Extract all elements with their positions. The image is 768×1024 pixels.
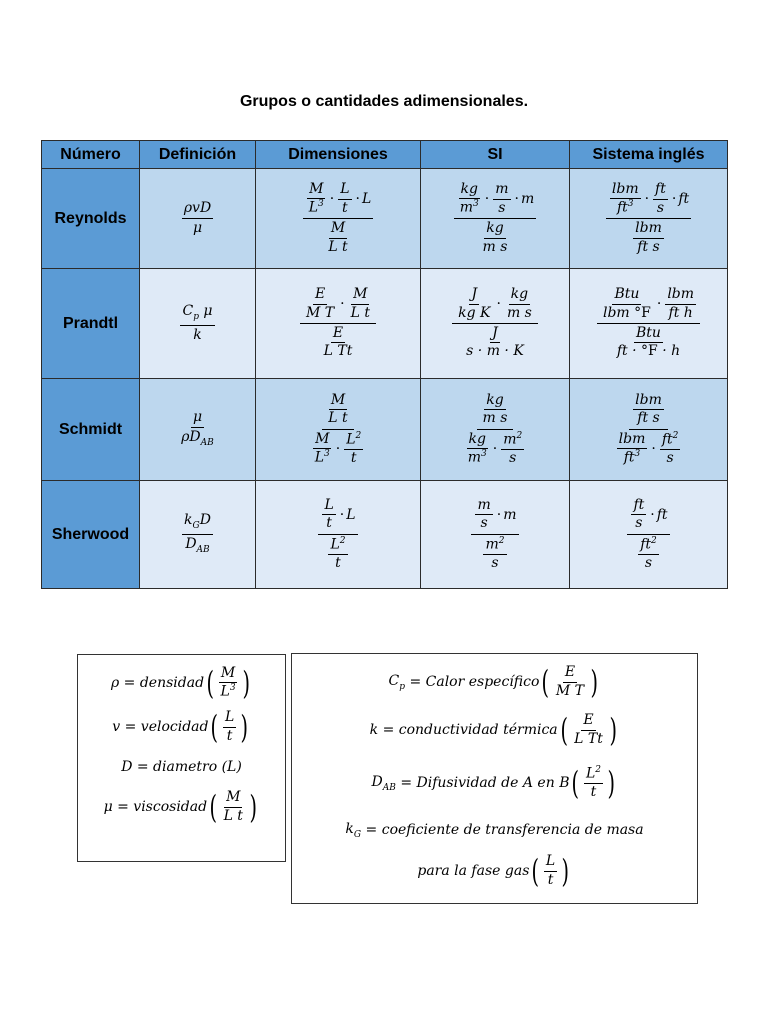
schmidt-si-units: $\frac{kg}{\text{m s}}$ $\frac{kg}{m^3}$ · $\frac{m^2}{s}$ bbox=[421, 379, 570, 481]
sherwood-definition: $\frac{k_GD}{D_{AB}}$ bbox=[140, 481, 256, 589]
legend-box-right bbox=[291, 653, 698, 904]
table-row bbox=[42, 169, 728, 269]
legend-velocity: v = velocidad ( $\frac{L}{t}$ ) bbox=[112, 708, 249, 746]
legend-specific-heat: $C_p$ = Calor específico ( $\frac{E}{\text{M T}}$ ) bbox=[388, 663, 598, 701]
dimensionless-groups-table bbox=[41, 140, 728, 589]
row-name-prandtl: Prandtl bbox=[42, 269, 140, 379]
schmidt-definition: $\frac{\mu}{\rho D_{AB}}$ bbox=[140, 379, 256, 481]
legend-mass-transfer-text-2: para la fase gas bbox=[417, 863, 530, 879]
legend-diameter bbox=[78, 749, 285, 785]
legend-diffusivity: $D_{AB}$ = Difusividad de A en B ( $\frac{L^2}{t}$ ) bbox=[371, 764, 615, 802]
prandtl-definition: $\frac{C_p \mu}{k}$ bbox=[140, 269, 256, 379]
legend-density-text: ρ = densidad bbox=[110, 675, 205, 691]
row-name-sherwood: Sherwood bbox=[42, 481, 140, 589]
legend-viscosity-text: μ = viscosidad bbox=[103, 799, 208, 815]
table-header-row bbox=[42, 141, 728, 169]
prandtl-si-units: $\frac{J}{\text{kg K}}$ · $\frac{kg}{\text{m s}}$ $\frac{J}{s \cdot m \cdot K}$ bbox=[421, 269, 570, 379]
schmidt-english-units: $\frac{\text{lbm}}{\text{ft s}}$ $\frac{\text{lbm}}{ft^3}$ · $\frac{ft^2}{s}$ bbox=[570, 379, 728, 481]
reynolds-si-units: $\frac{kg}{m^3}$ · $\frac{m}{s}$ · m $\frac{kg}{\text{m s}}$ bbox=[421, 169, 570, 269]
reynolds-definition: $\frac{\text{ρvD}}{\mu}$ bbox=[140, 169, 256, 269]
table-row bbox=[42, 481, 728, 589]
legend-viscosity: μ = viscosidad ( $\frac{M}{\text{L t}}$ ) bbox=[103, 788, 257, 826]
column-header-numero: Número bbox=[42, 141, 140, 169]
legend-thermal-conductivity: k = conductividad térmica ( $\frac{E}{\text{L Tt}}$ ) bbox=[369, 711, 617, 749]
column-header-definicion: Definición bbox=[140, 141, 256, 169]
column-header-si: SI bbox=[421, 141, 570, 169]
row-name-schmidt: Schmidt bbox=[42, 379, 140, 481]
legend-mass-transfer-coefficient: $k_G$ = coeficiente de transferencia de masa bbox=[345, 820, 644, 840]
legend-diffusivity-text: = Difusividad de A en B bbox=[400, 775, 570, 791]
prandtl-english-units: $\frac{\text{Btu}}{\text{lbm °F}}$ · $\frac{\text{lbm}}{\text{ft h}}$ $\frac{\text{Btu}}{ft \cdot ^\circ F \cdot h}$ bbox=[570, 269, 728, 379]
legend-gas-phase: para la fase gas ( $\frac{L}{t}$ ) bbox=[417, 852, 570, 890]
sherwood-dimensions: $\frac{L}{t}$ · L $\frac{L^2}{t}$ bbox=[256, 481, 421, 589]
legend-thermal-conductivity-text: k = conductividad térmica bbox=[369, 722, 558, 738]
page-title: Grupos o cantidades adimensionales. bbox=[239, 93, 529, 110]
legend-diameter-text: D = diametro (L) bbox=[121, 759, 242, 775]
prandtl-dimensions: $\frac{E}{\text{M T}}$ · $\frac{M}{\text{L t}}$ $\frac{E}{\text{L Tt}}$ bbox=[256, 269, 421, 379]
row-name-reynolds: Reynolds bbox=[42, 169, 140, 269]
reynolds-english-units: $\frac{\text{lbm}}{ft^3}$ · $\frac{ft}{s}$ · ft $\frac{\text{lbm}}{\text{ft s}}$ bbox=[570, 169, 728, 269]
legend-box-left bbox=[77, 654, 286, 862]
column-header-dimensiones: Dimensiones bbox=[256, 141, 421, 169]
schmidt-dimensions: $\frac{M}{\text{L t}}$ $\frac{M}{L^3}$ · $\frac{L^2}{t}$ bbox=[256, 379, 421, 481]
legend-velocity-text: v = velocidad bbox=[112, 719, 209, 735]
table-row bbox=[42, 269, 728, 379]
sherwood-english-units: $\frac{ft}{s}$ · ft $\frac{ft^2}{s}$ bbox=[570, 481, 728, 589]
column-header-sistema-ingles: Sistema inglés bbox=[570, 141, 728, 169]
sherwood-si-units: $\frac{m}{s}$ · m $\frac{m^2}{s}$ bbox=[421, 481, 570, 589]
legend-density: ρ = densidad ( $\frac{M}{L^3}$ ) bbox=[110, 664, 250, 702]
legend-mass-transfer-text-1: = coeficiente de transferencia de masa bbox=[365, 822, 644, 838]
legend-specific-heat-text: = Calor específico bbox=[409, 674, 540, 690]
reynolds-dimensions: $\frac{M}{L^3}$ · $\frac{L}{t}$ · L $\frac{M}{\text{L t}}$ bbox=[256, 169, 421, 269]
table-row bbox=[42, 379, 728, 481]
